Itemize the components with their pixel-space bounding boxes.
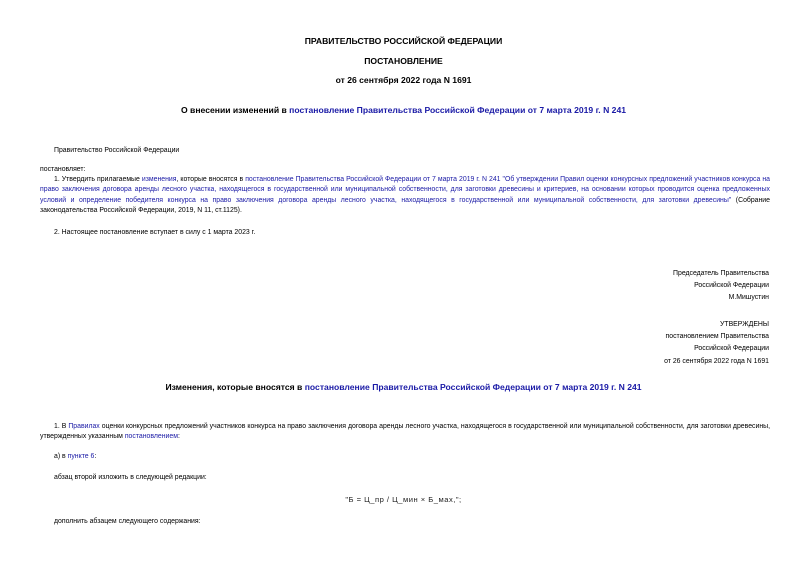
item1-paragraph bbox=[40, 175, 770, 217]
dopolnit-paragraph bbox=[40, 517, 770, 527]
approved-line1: УТВЕРЖДЕНЫ bbox=[720, 321, 769, 328]
signature-line2: Российской Федерации bbox=[694, 282, 769, 290]
changes-title-prefix: Изменения, которые вносятся в bbox=[165, 382, 305, 392]
signature-line3: М.Мишустин bbox=[728, 294, 769, 302]
document-type: ПОСТАНОВЛЕНИЕ bbox=[364, 56, 443, 66]
item2-text: 2. Настоящее постановление вступает в силу с 1 марта 2023 г. bbox=[54, 229, 256, 236]
document-date-number: от 26 сентября 2022 года N 1691 bbox=[335, 75, 472, 85]
approved-line4: от 26 сентября 2022 года N 1691 bbox=[664, 357, 769, 365]
document-title-prefix: О внесении изменений в bbox=[180, 105, 290, 115]
approved-block bbox=[664, 319, 769, 368]
item1-suffix: (Собрание законодательства Российской Федерации, 2019, N 11, ст.1125). bbox=[40, 196, 770, 215]
change1-link-resolution[interactable]: постановлением bbox=[124, 433, 178, 441]
subitem-a-link[interactable]: пункте 6 bbox=[67, 453, 95, 460]
signature-line1: Председатель Правительства bbox=[673, 270, 769, 277]
item1-link-changes[interactable]: изменения bbox=[141, 176, 177, 183]
changes-title bbox=[0, 382, 807, 392]
change1-link-rules[interactable]: Правилах bbox=[68, 423, 100, 430]
issuer-paragraph bbox=[40, 146, 770, 156]
subitem-a-paragraph bbox=[40, 452, 770, 462]
subitem-a-prefix: а) в bbox=[54, 453, 68, 460]
change1-suffix: : bbox=[177, 433, 180, 441]
changes-title-link[interactable]: постановление Правительства Российской Федерации от 7 марта 2019 г. N 241 bbox=[304, 382, 642, 392]
item1-link-resolution[interactable]: постановление Правительства Российской Федерации от 7 марта 2019 г. N 241 "Об утверждении Правил оценки конкурсных предложений участников конкурса на право заключения договора аренды лесного участка, находящегося в государственной или муниципальной собственности, для заготовки древесины и критериев, на основании которых проводится оценка предложенных условий и определение победителя конкурса на право заключения договора аренды лесного участка, находящегося в государственной или муниципальной собственности, для заготовки древесины" bbox=[40, 176, 770, 204]
abzac-text: абзац второй изложить в следующей редакции: bbox=[54, 474, 207, 481]
change1-mid: оценки конкурсных предложений участников конкурса на право заключения договора аренды лесного участка, находящегося в государственной или муниципальной собственности, для заготовки древесины, утвержденных указанным bbox=[40, 423, 770, 441]
item1-prefix: 1. Утвердить прилагаемые bbox=[54, 176, 142, 183]
approved-line2: постановлением Правительства bbox=[665, 333, 769, 341]
item1-mid: , которые вносятся в bbox=[176, 176, 246, 183]
subitem-a-suffix: : bbox=[94, 453, 97, 460]
document-authority: ПРАВИТЕЛЬСТВО РОССИЙСКОЙ ФЕДЕРАЦИИ bbox=[304, 36, 503, 46]
abzac-paragraph bbox=[40, 473, 770, 483]
approved-line3: Российской Федерации bbox=[694, 345, 769, 353]
item2-paragraph bbox=[40, 228, 770, 238]
document-title-link[interactable]: постановление Правительства Российской Федерации от 7 марта 2019 г. N 241 bbox=[289, 105, 627, 115]
change1-paragraph bbox=[40, 422, 770, 443]
signature-block bbox=[673, 268, 769, 305]
resolves-paragraph bbox=[40, 165, 770, 175]
document-title bbox=[0, 105, 807, 115]
resolves-text: постановляет: bbox=[40, 166, 86, 173]
dopolnit-text: дополнить абзацем следующего содержания: bbox=[54, 518, 201, 525]
issuer-text: Правительство Российской Федерации bbox=[54, 147, 180, 154]
formula-image-text: "Б = Ц_пр / Ц_мин × Б_мах,"; bbox=[345, 495, 462, 504]
change1-prefix: 1. В bbox=[54, 423, 69, 430]
